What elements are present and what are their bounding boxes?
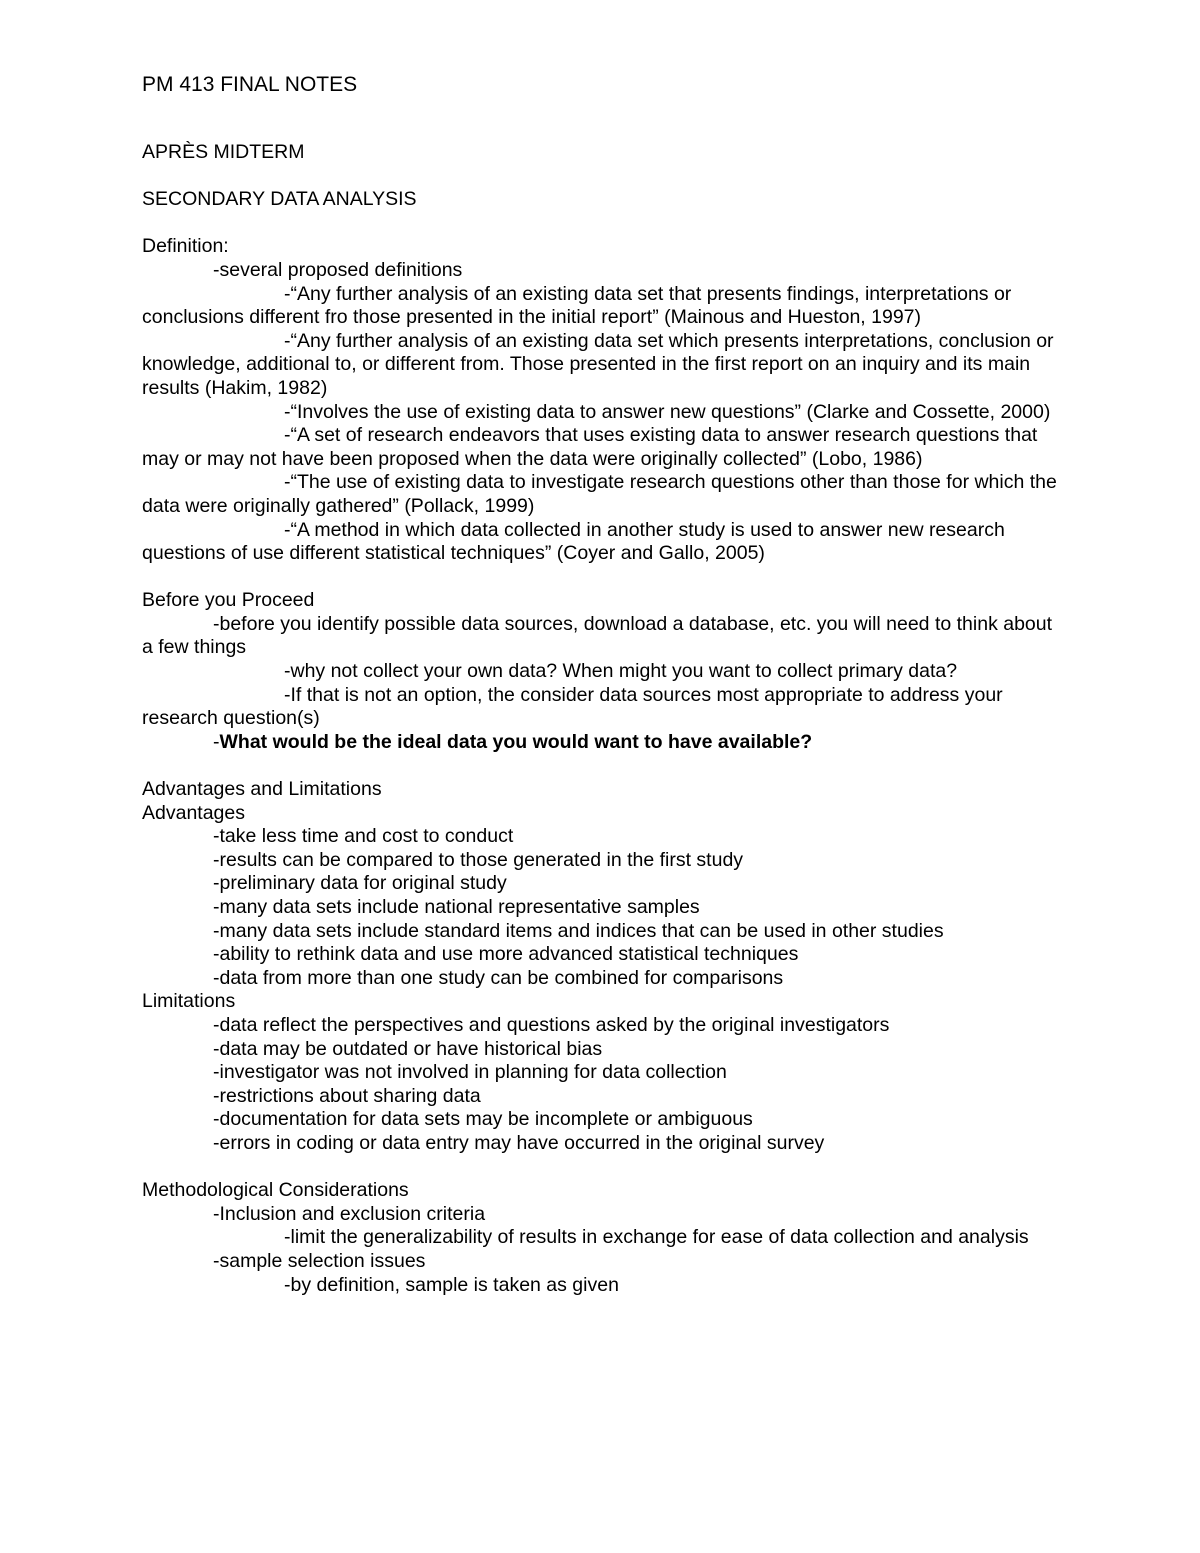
spacer: [142, 165, 1062, 189]
definition-item: -“Any further analysis of an existing data set which presents interpretations, conclusion or knowledge, additional to, or different from. Those presented in the first report on an inquiry and its main results (Hakim, 1982): [142, 329, 1054, 399]
advantage-item: -preliminary data for original study: [213, 872, 507, 895]
advantage-item: -many data sets include national representative samples: [213, 896, 700, 918]
limitations-heading: Limitations: [142, 990, 236, 1013]
definition-item: -“Any further analysis of an existing data set that presents findings, interpretations or conclusions different fro those presented in the initial report” (Mainous and Hueston, 1997): [142, 282, 1012, 329]
advantages-limitations-heading: Advantages and Limitations: [142, 778, 382, 801]
limitation-item: -errors in coding or data entry may have occurred in the original survey: [213, 1131, 825, 1154]
before-proceed-heading: Before you Proceed: [142, 589, 315, 612]
document-content: [142, 73, 1062, 1297]
spacer: [142, 566, 1062, 590]
limitation-item: -data may be outdated or have historical bias: [213, 1037, 603, 1060]
before-proceed-item: -why not collect your own data? When might you want to collect primary data?: [284, 660, 958, 683]
limitation-item: -investigator was not involved in planning for data collection: [213, 1061, 727, 1084]
limitation-item: -data reflect the perspectives and questions asked by the original investigators: [213, 1013, 890, 1036]
definition-item: -“Involves the use of existing data to answer new questions” (Clarke and Cossette, 2000): [284, 400, 1051, 423]
advantage-item: -many data sets include standard items and indices that can be used in other studies: [213, 919, 944, 942]
definition-item: -“The use of existing data to investigate research questions other than those for which the data were originally gathered” (Pollack, 1999): [142, 471, 1057, 517]
section-heading-secondary-data-analysis: SECONDARY DATA ANALYSIS: [142, 188, 417, 211]
spacer: [142, 1156, 1062, 1180]
inclusion-criteria-item: -Inclusion and exclusion criteria: [213, 1202, 486, 1225]
sample-selection-item: -sample selection issues: [213, 1249, 426, 1272]
advantage-item: -take less time and cost to conduct: [213, 825, 514, 848]
spacer: [142, 754, 1062, 778]
advantage-item: -ability to rethink data and use more advanced statistical techniques: [213, 943, 799, 966]
before-proceed-item: -If that is not an option, the consider data sources most appropriate to address your research question(s): [142, 683, 1003, 730]
definition-intro: -several proposed definitions: [213, 258, 463, 281]
document-title: PM 413 FINAL NOTES: [142, 73, 358, 96]
section-heading-after-midterm: APRÈS MIDTERM: [142, 141, 305, 163]
methodological-heading: Methodological Considerations: [142, 1179, 409, 1202]
before-proceed-intro: -before you identify possible data sources, download a database, etc. you will need to think about a few things: [142, 612, 1053, 659]
spacer: [142, 212, 1062, 236]
advantages-heading: Advantages: [142, 801, 245, 824]
ideal-data-dash: -: [213, 730, 220, 753]
definition-item: -“A method in which data collected in another study is used to answer new research questions of use different statistical techniques” (Coyer and Gallo, 2005): [142, 518, 1005, 565]
inclusion-criteria-subitem: -limit the generalizability of results in exchange for ease of data collection and analysis: [284, 1226, 1029, 1249]
definition-heading: Definition:: [142, 235, 229, 258]
definition-item: -“A set of research endeavors that uses existing data to answer research questions that may or may not have been proposed when the data were originally collected” (Lobo, 1986): [142, 424, 1038, 470]
advantage-item: -data from more than one study can be combined for comparisons: [213, 966, 784, 989]
advantage-item: -results can be compared to those generated in the first study: [213, 848, 744, 871]
limitation-item: -documentation for data sets may be incomplete or ambiguous: [213, 1108, 753, 1131]
limitation-item: -restrictions about sharing data: [213, 1084, 481, 1107]
ideal-data-text: What would be the ideal data you would want to have available?: [219, 730, 813, 753]
spacer: [142, 97, 1062, 141]
sample-selection-subitem: -by definition, sample is taken as given: [284, 1273, 619, 1296]
ideal-data-question: [142, 731, 1062, 755]
